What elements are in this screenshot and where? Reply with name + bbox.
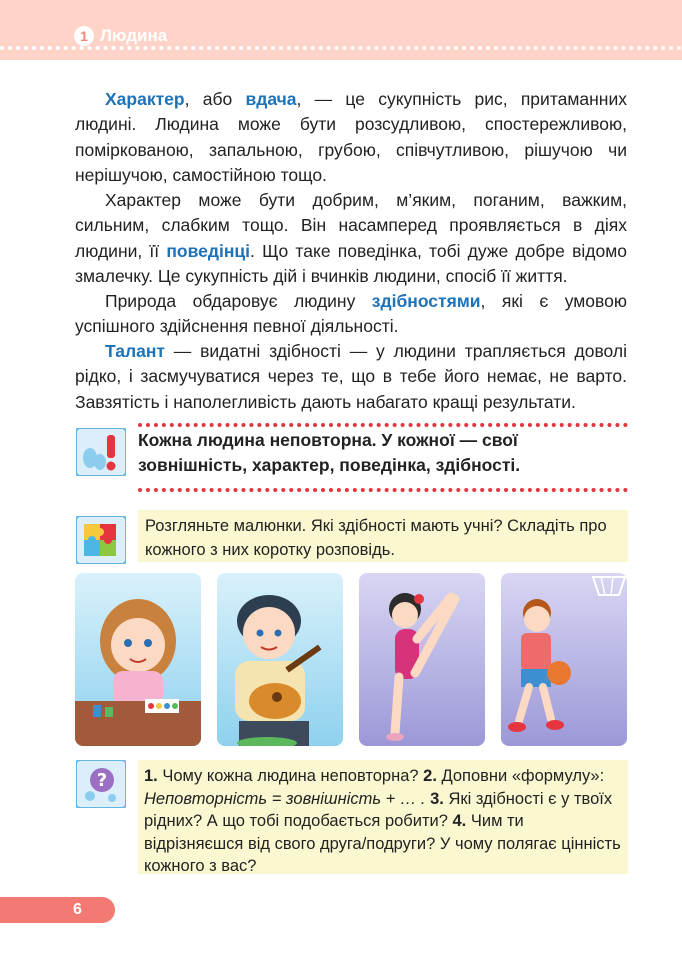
paragraph-character: Характер, або вдача, — це сукупність рис, притаманних людині. Людина може бути розсудливою, спостережливою, поміркованою, запальною, грубою, співчутливою, рішучою чи нерішучою, самостійною тощо. [75, 89, 627, 185]
exclamation-icon [76, 428, 126, 476]
keyword-character: Характер [105, 89, 185, 109]
keyword-temper: вдача [245, 89, 297, 109]
keyword-behavior: поведінці [166, 240, 251, 261]
boy-guitar-image [217, 573, 343, 746]
paragraph-abilities: Природа обдаровує людину здібностями, які є умовою успішного здійснення певної діяльності. [75, 291, 627, 337]
task-text: Розгляньте малюнки. Які здібності мають учні? Складіть про кожного з них коротку розповідь. [145, 517, 607, 559]
page-number-tab [0, 897, 115, 923]
paragraph-talent: Талант — видатні здібності — у людини трапляється доволі рідко, і засмучуватися через те, що в тебе його немає, не варто. Завзятість і наполегливість дають набагато кращі результати. [75, 341, 627, 412]
keyword-talent: Талант [105, 341, 165, 361]
boy-basketball-image [501, 573, 627, 746]
note-dotted-line-top [138, 423, 628, 427]
puzzle-icon [76, 516, 126, 564]
keyword-abilities: здібностями [371, 291, 481, 311]
page-number: 6 [73, 901, 82, 918]
questions-text: 1. Чому кожна людина неповторна? 2. Доповни «формулу»: Неповторність = зовнішність + … . 3. Які здібності є у твоїх рідних? А що тобі подобається робити? 4. Чим ти відрізняєшся від свого друга/подруги? У чому полягає цінність кожного з вас? [144, 767, 621, 875]
chapter-title: Людина [100, 26, 168, 45]
formula: Неповторність = зовнішність + … . [144, 789, 426, 808]
chapter-number-badge: 1 [74, 26, 94, 46]
header-dotted-line [0, 46, 682, 50]
note-text: Кожна людина неповторна. У кожної — свої зовнішність, характер, поведінка, здібності. [138, 430, 521, 475]
question-icon [76, 760, 126, 808]
girl-painting-image [75, 573, 201, 746]
gymnast-girl-image [359, 573, 485, 746]
svg-text:?: ? [96, 770, 108, 791]
paragraph-behavior: Характер може бути добрим, м’яким, поганим, важким, сильним, слабким тощо. Він насамперед проявляється в діях людини, її поведінці. Що таке поведінка, тобі дуже добре відомо змалечку. Це сукупність дій і вчинків людини, спосіб її життя. [75, 190, 627, 286]
chapter-header [0, 0, 682, 60]
note-dotted-line-bottom [138, 488, 628, 492]
